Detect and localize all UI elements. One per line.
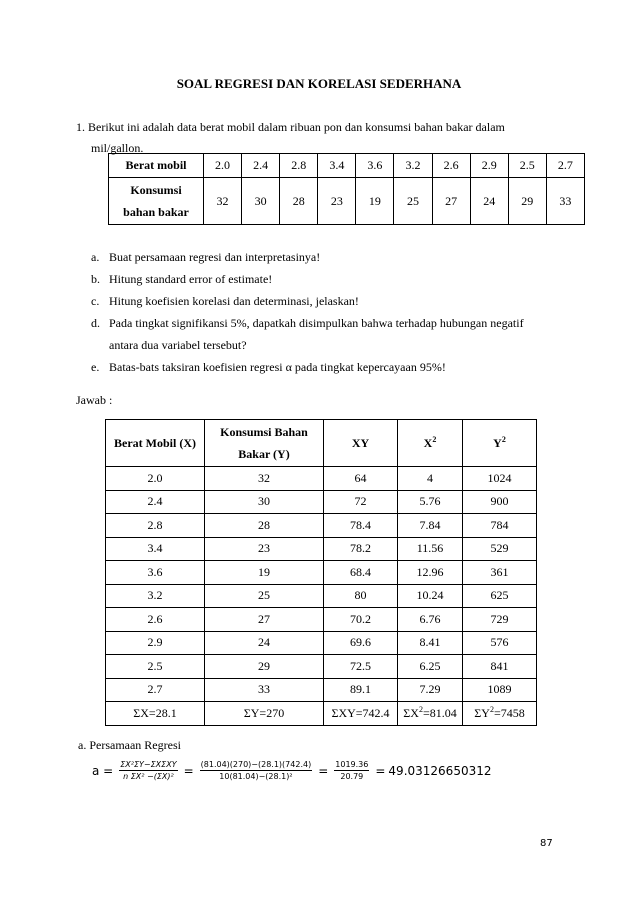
equals-sign: = (183, 763, 194, 778)
header-y2-base: Y (493, 436, 502, 450)
subquestion-text: Hitung koefisien korelasi dan determinasi, jelaskan! (109, 294, 359, 308)
table-cell: 2.0 (204, 154, 242, 178)
table-cell: 2.8 (106, 514, 205, 538)
formula-fraction-simplified (334, 760, 369, 781)
table-totals-row (106, 702, 537, 726)
header-x2 (398, 420, 463, 467)
header-y (205, 420, 324, 467)
table-cell: 68.4 (324, 561, 398, 585)
equals-sign: = (318, 763, 329, 778)
table-cell: 3.4 (106, 537, 205, 561)
answer-label: Jawab : (76, 393, 113, 407)
table-cell: 64 (324, 467, 398, 491)
table-cell: 3.2 (106, 584, 205, 608)
table-cell: 841 (463, 655, 537, 679)
header-y2-exp: 2 (501, 435, 506, 444)
total-x2-val: =81.04 (422, 706, 457, 721)
table-cell: 1024 (463, 467, 537, 491)
regression-formula (92, 760, 492, 781)
table-cell: 89.1 (324, 678, 398, 702)
table-cell: 6.76 (398, 608, 463, 632)
subquestion-c (91, 290, 571, 312)
total-x2 (398, 702, 463, 726)
row-label-consumption (109, 178, 204, 225)
table-cell: 7.84 (398, 514, 463, 538)
total-x: ΣX=28.1 (106, 702, 205, 726)
table-cell: 6.25 (398, 655, 463, 679)
table-cell: 23 (318, 178, 356, 225)
table-row (106, 537, 537, 561)
total-y2-exp: 2 (489, 705, 494, 715)
table-cell: 3.4 (318, 154, 356, 178)
header-x2-base: X (423, 436, 433, 450)
subquestion-letter: e. (91, 360, 100, 374)
header-xy: XY (324, 420, 398, 467)
total-xy: ΣXY=742.4 (324, 702, 398, 726)
table-cell: 2.7 (546, 154, 584, 178)
subquestion-e (91, 356, 571, 378)
table-cell: 29 (205, 655, 324, 679)
subquestion-letter: c. (91, 294, 100, 308)
question-text-2: mil/gallon. (91, 141, 144, 155)
formula-fraction-general (119, 760, 177, 781)
table-cell: 32 (205, 467, 324, 491)
table-cell: 529 (463, 537, 537, 561)
table-cell: 23 (205, 537, 324, 561)
subquestion-d (91, 312, 571, 334)
table-row (106, 514, 537, 538)
fraction-numerator: (81.04)(270)−(28.1)(742.4) (200, 760, 312, 769)
table-cell: 25 (394, 178, 432, 225)
table-cell: 5.76 (398, 490, 463, 514)
subquestion-text: Buat persamaan regresi dan interpretasinya! (109, 250, 321, 264)
subquestions-list (91, 246, 571, 378)
subquestion-text: Batas-bats taksiran koefisien regresi α pada tingkat kepercayaan 95%! (109, 360, 446, 374)
table-cell: 4 (398, 467, 463, 491)
table-cell: 78.2 (324, 537, 398, 561)
total-y2-pre: ΣY (474, 706, 490, 721)
fraction-denominator: n ΣX² −(ΣX)² (123, 772, 174, 781)
table-row (106, 631, 537, 655)
total-y: ΣY=270 (205, 702, 324, 726)
table-cell: 70.2 (324, 608, 398, 632)
table-cell: 2.8 (280, 154, 318, 178)
table-cell: 80 (324, 584, 398, 608)
table-cell: 2.4 (242, 154, 280, 178)
total-y2-val: =7458 (493, 706, 525, 721)
table-cell: 2.9 (106, 631, 205, 655)
table-cell: 19 (205, 561, 324, 585)
formula-fraction-substituted (200, 760, 313, 781)
table-cell: 11.56 (398, 537, 463, 561)
table-cell: 3.6 (356, 154, 394, 178)
total-y2 (463, 702, 537, 726)
table-cell: 2.4 (106, 490, 205, 514)
table-row (106, 678, 537, 702)
subquestion-d-cont (91, 334, 571, 356)
table-cell: 32 (204, 178, 242, 225)
row-label-weight: Berat mobil (109, 154, 204, 178)
table-cell: 3.6 (106, 561, 205, 585)
table-header-row (106, 420, 537, 467)
subquestion-indent (91, 334, 109, 356)
table-row (109, 154, 585, 178)
table-cell: 78.4 (324, 514, 398, 538)
equals-sign: = (375, 763, 386, 778)
table-row (106, 467, 537, 491)
table-cell: 10.24 (398, 584, 463, 608)
header-y-line: Konsumsi Bahan (220, 425, 308, 439)
table-cell: 29 (508, 178, 546, 225)
table-cell: 24 (470, 178, 508, 225)
page-number: 87 (540, 838, 553, 849)
subquestion-letter: a. (91, 250, 100, 264)
table-cell: 576 (463, 631, 537, 655)
table-cell: 12.96 (398, 561, 463, 585)
table-row (106, 655, 537, 679)
table-cell: 784 (463, 514, 537, 538)
table-cell: 2.7 (106, 678, 205, 702)
table-cell: 2.9 (470, 154, 508, 178)
total-x2-pre: ΣX (403, 706, 419, 721)
table-cell: 28 (280, 178, 318, 225)
header-x: Berat Mobil (X) (106, 420, 205, 467)
fraction-denominator: 10(81.04)−(28.1)² (219, 772, 293, 781)
table-cell: 69.6 (324, 631, 398, 655)
table-cell: 33 (546, 178, 584, 225)
table-cell: 27 (432, 178, 470, 225)
table-cell: 2.5 (106, 655, 205, 679)
table-cell: 25 (205, 584, 324, 608)
table-cell: 1089 (463, 678, 537, 702)
row-label-line: Konsumsi (130, 183, 182, 197)
table-cell: 2.6 (432, 154, 470, 178)
table-row (109, 178, 585, 225)
row-label-line: bahan bakar (123, 205, 189, 219)
table-cell: 28 (205, 514, 324, 538)
subquestion-text: Pada tingkat signifikansi 5%, dapatkah disimpulkan bahwa terhadap hubungan negatif (109, 316, 524, 330)
table-cell: 72 (324, 490, 398, 514)
subquestion-a (91, 246, 571, 268)
table-cell: 900 (463, 490, 537, 514)
data-table (108, 153, 585, 225)
table-row (106, 490, 537, 514)
question-line-1 (76, 117, 572, 138)
table-cell: 24 (205, 631, 324, 655)
table-row (106, 584, 537, 608)
header-y2 (463, 420, 537, 467)
total-x2-exp: 2 (418, 705, 423, 715)
part-a-heading: a. Persamaan Regresi (78, 738, 181, 752)
question-text-1: Berikut ini adalah data berat mobil dalam ribuan pon dan konsumsi bahan bakar dalam (88, 120, 505, 134)
table-cell: 2.0 (106, 467, 205, 491)
formula-result: 49.03126650312 (388, 763, 492, 778)
page-title: SOAL REGRESI DAN KORELASI SEDERHANA (176, 76, 462, 91)
table-cell: 27 (205, 608, 324, 632)
answer-table-body (106, 467, 537, 702)
table-row (106, 608, 537, 632)
table-cell: 30 (205, 490, 324, 514)
table-cell: 72.5 (324, 655, 398, 679)
header-x2-exp: 2 (432, 435, 437, 444)
fraction-denominator: 20.79 (340, 772, 364, 781)
fraction-numerator: 1019.36 (335, 760, 369, 769)
table-cell: 2.5 (508, 154, 546, 178)
table-cell: 30 (242, 178, 280, 225)
table-cell: 729 (463, 608, 537, 632)
question-number: 1. (76, 120, 85, 134)
table-row (106, 561, 537, 585)
fraction-numerator: ΣX²ΣY−ΣXΣXY (120, 760, 177, 769)
table-cell: 8.41 (398, 631, 463, 655)
subquestion-b (91, 268, 571, 290)
table-cell: 625 (463, 584, 537, 608)
table-cell: 3.2 (394, 154, 432, 178)
table-cell: 7.29 (398, 678, 463, 702)
subquestion-text: Hitung standard error of estimate! (109, 272, 273, 286)
table-cell: 2.6 (106, 608, 205, 632)
subquestion-text: antara dua variabel tersebut? (109, 338, 247, 352)
table-cell: 19 (356, 178, 394, 225)
answer-table (105, 419, 537, 726)
table-cell: 33 (205, 678, 324, 702)
formula-lhs: a = (92, 763, 114, 778)
subquestion-letter: b. (91, 272, 100, 286)
table-cell: 361 (463, 561, 537, 585)
subquestion-letter: d. (91, 316, 100, 330)
header-y-line: Bakar (Y) (238, 447, 290, 461)
